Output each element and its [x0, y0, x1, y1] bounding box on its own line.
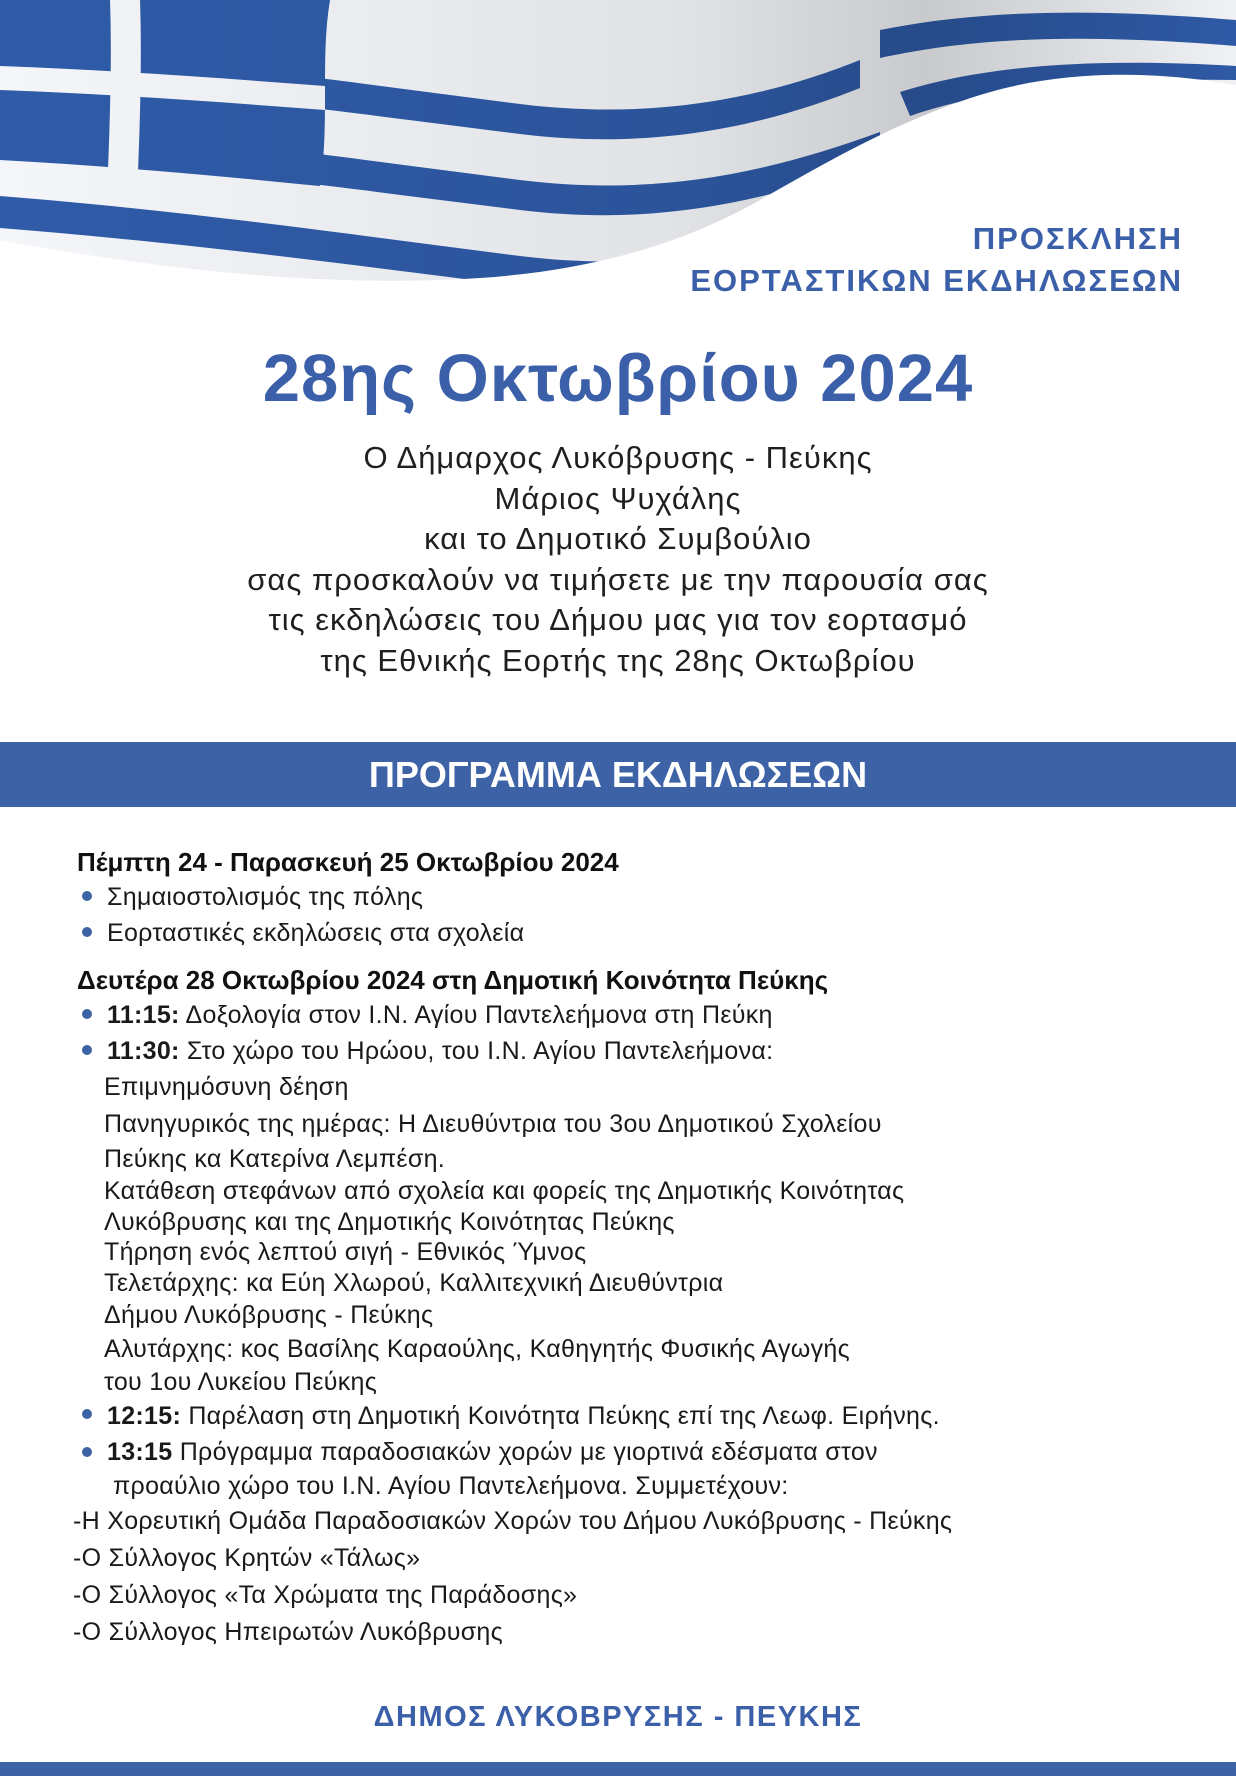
- event-item: [77, 997, 1197, 1033]
- bullet-icon: [82, 1447, 92, 1457]
- intro-line: Μάριος Ψυχάλης: [494, 480, 742, 516]
- intro-text: [0, 438, 1236, 681]
- detail-line: Κατάθεση στεφάνων από σχολεία και φορείς της Δημοτικής Κοινότητας: [104, 1177, 905, 1205]
- event-text: Στο χώρο του Ηρώου, του Ι.Ν. Αγίου Παντελεήμονα:: [179, 1037, 774, 1065]
- footer-bar: [0, 1762, 1236, 1776]
- invitation-line-1: ΠΡΟΣΚΛΗΣΗ: [972, 221, 1183, 256]
- participant-item: -Ο Σύλλογος «Τα Χρώματα της Παράδοσης»: [73, 1581, 578, 1609]
- event-time: 12:15:: [107, 1402, 182, 1430]
- invitation-line-2: ΕΟΡΤΑΣΤΙΚΩΝ ΕΚΔΗΛΩΣΕΩΝ: [690, 263, 1183, 298]
- program-heading: ΠΡΟΓΡΑΜΜΑ ΕΚΔΗΛΩΣΕΩΝ: [368, 754, 868, 795]
- event-item: [77, 1435, 1197, 1469]
- list-item: Εορταστικές εκδηλώσεις στα σχολεία: [77, 915, 1197, 951]
- detail-line: Τήρηση ενός λεπτού σιγή - Εθνικός Ύμνος: [104, 1238, 587, 1266]
- intro-line: της Εθνικής Εορτής της 28ης Οκτωβρίου: [320, 642, 916, 678]
- participant-item: -Η Χορευτική Ομάδα Παραδοσιακών Χορών του Δήμου Λυκόβρυσης - Πεύκης: [73, 1507, 953, 1535]
- footer-organization: ΔΗΜΟΣ ΛΥΚΟΒΡΥΣΗΣ - ΠΕΥΚΗΣ: [373, 1701, 863, 1733]
- bullet-icon: [82, 1009, 92, 1019]
- event-item: [77, 1397, 1197, 1435]
- detail-line: Πεύκης κα Κατερίνα Λεμπέση.: [104, 1145, 446, 1173]
- detail-line: του 1ου Λυκείου Πεύκης: [104, 1368, 378, 1396]
- bullet-icon: [82, 891, 92, 901]
- event-time: 11:15:: [107, 1001, 180, 1029]
- schedule: [73, 845, 1197, 1651]
- event-text: Πρόγραμμα παραδοσιακών χορών με γιορτινά εδέσματα στον: [172, 1438, 878, 1466]
- detail-line: Δήμου Λυκόβρυσης - Πεύκης: [104, 1301, 434, 1329]
- intro-line: τις εκδηλώσεις του Δήμου μας για τον εορτασμό: [268, 602, 968, 637]
- bullet-icon: [82, 1409, 92, 1419]
- event-details: [77, 1069, 1197, 1397]
- event-text: Παρέλαση στη Δημοτική Κοινότητα Πεύκης επί της Λεωφ. Ειρήνης.: [181, 1402, 940, 1430]
- event-item: [77, 1033, 1197, 1069]
- participant-item: -Ο Σύλλογος Κρητών «Τάλως»: [73, 1544, 421, 1572]
- invitation-heading: [690, 218, 1183, 302]
- page-title: 28ης Οκτωβρίου 2024: [262, 341, 974, 416]
- bullet-icon: [82, 1045, 92, 1055]
- detail-line: Επιμνημόσυνη δέηση: [104, 1073, 349, 1101]
- day-heading: Δευτέρα 28 Οκτωβρίου 2024 στη Δημοτική Κοινότητα Πεύκης: [77, 965, 829, 995]
- detail-line: Πανηγυρικός της ημέρας: Η Διευθύντρια του 3ου Δημοτικού Σχολείου: [104, 1110, 882, 1138]
- intro-line: Ο Δήμαρχος Λυκόβρυσης - Πεύκης: [363, 440, 873, 475]
- detail-line: Αλυτάρχης: κος Βασίλης Καραούλης, Καθηγητής Φυσικής Αγωγής: [104, 1335, 850, 1363]
- event-time: 11:30:: [107, 1037, 180, 1065]
- event-time: 13:15: [107, 1438, 173, 1466]
- intro-line: σας προσκαλούν να τιμήσετε με την παρουσία σας: [247, 561, 989, 597]
- detail-line: Λυκόβρυσης και της Δημοτικής Κοινότητας Πεύκης: [104, 1208, 675, 1236]
- detail-line: Τελετάρχης: κα Εύη Χλωρού, Καλλιτεχνική Διευθύντρια: [104, 1269, 724, 1297]
- participants-list: [73, 1503, 1197, 1651]
- list-item: Σημαιοστολισμός της πόλης: [77, 879, 1197, 915]
- bullet-icon: [82, 927, 92, 937]
- day-heading: Πέμπτη 24 - Παρασκευή 25 Οκτωβρίου 2024: [77, 847, 619, 877]
- event-text: Δοξολογία στον Ι.Ν. Αγίου Παντελεήμονα στη Πεύκη: [179, 1001, 773, 1029]
- intro-line: και το Δημοτικό Συμβούλιο: [424, 521, 812, 556]
- participant-item: -Ο Σύλλογος Ηπειρωτών Λυκόβρυσης: [73, 1618, 503, 1646]
- detail-line: προαύλιο χώρο του Ι.Ν. Αγίου Παντελεήμονα. Συμμετέχουν:: [113, 1472, 789, 1500]
- program-heading-bar: [0, 742, 1236, 807]
